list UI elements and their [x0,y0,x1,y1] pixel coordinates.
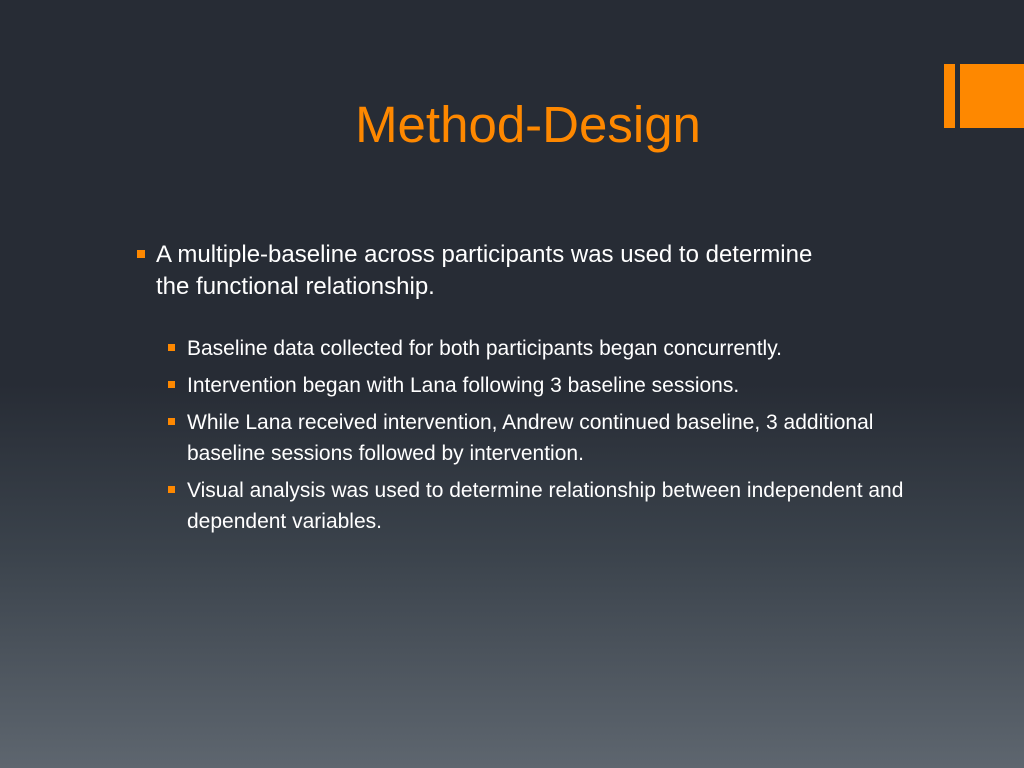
bullet-list [137,239,927,543]
sub-bullet-item [168,370,932,401]
logo-bar-thin-icon [944,64,955,128]
sub-bullet-text: While Lana received intervention, Andrew continued baseline, 3 additional baseline sessions followed by intervention. [187,411,874,465]
square-bullet-icon [168,344,175,351]
slide-title: Method-Design [355,96,701,153]
square-bullet-icon [168,418,175,425]
sub-bullet-text: Intervention began with Lana following 3 baseline sessions. [187,374,740,397]
sub-bullet-item [168,475,932,537]
sub-bullet-item [168,333,932,364]
bullet-item [137,239,816,303]
sub-bullet-text: Visual analysis was used to determine relationship between independent and dependent variables. [187,479,904,533]
square-bullet-icon [168,486,175,493]
sub-bullet-text: Baseline data collected for both participants began concurrently. [187,337,782,360]
square-bullet-icon [168,381,175,388]
logo-bar-thick-icon [960,64,1024,128]
square-bullet-icon [137,250,145,258]
bullet-text: A multiple-baseline across participants was used to determine the functional relationship. [156,241,813,300]
sub-bullet-item [168,407,932,469]
